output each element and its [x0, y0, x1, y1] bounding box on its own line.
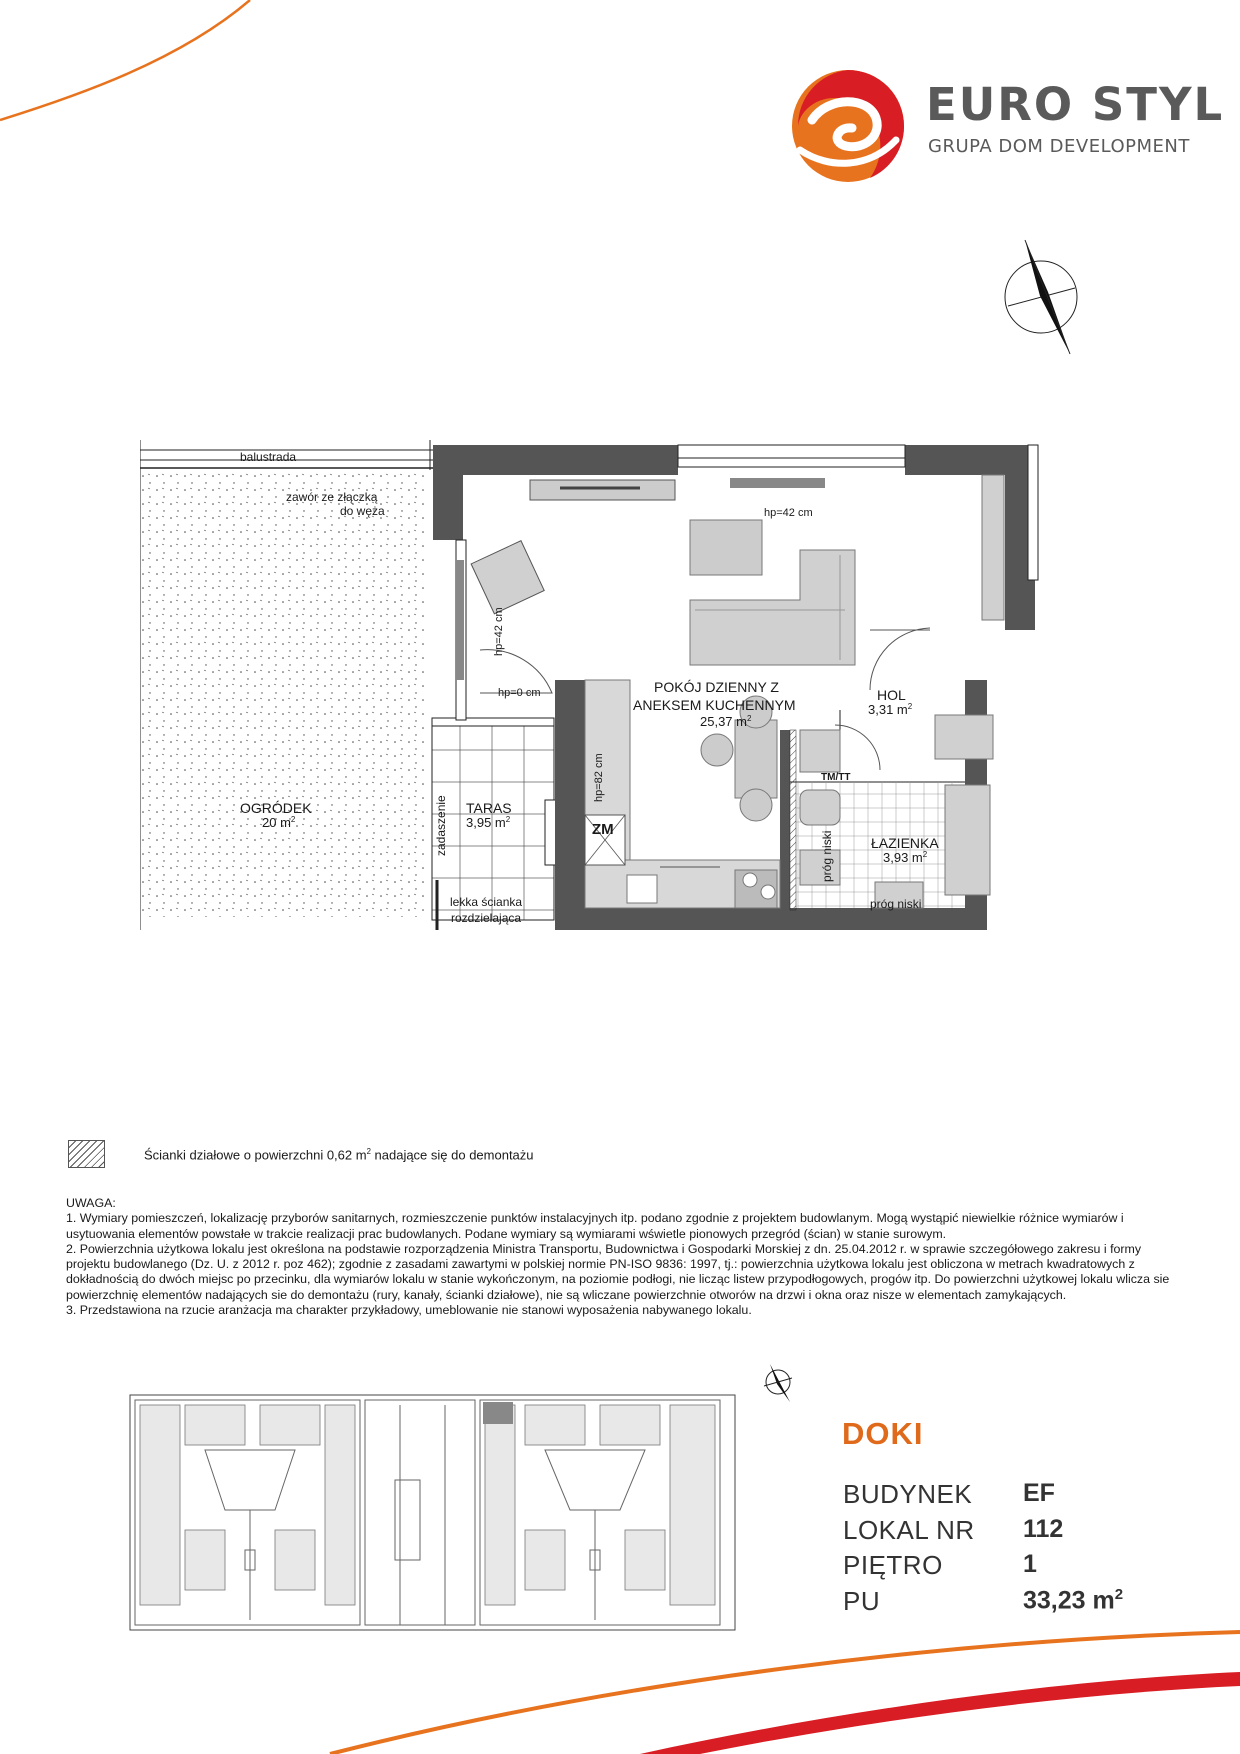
- bathtub: [945, 785, 990, 895]
- label-zadaszenie: zadaszenie: [434, 795, 448, 856]
- label-zawor-1: zawór ze złączką: [286, 490, 378, 504]
- pu-value: 33,23 $m^2$: [1023, 1586, 1124, 1615]
- room-taras: TARAS: [466, 800, 512, 816]
- tv-stand: [530, 480, 675, 500]
- brand-name: EURO STYL: [926, 78, 1225, 131]
- toilet: [800, 790, 840, 825]
- room-pokoj-area: 25,37 $m^2$: [700, 714, 752, 729]
- dining-table: [735, 720, 777, 798]
- hall-wardrobe: [982, 475, 1004, 620]
- armchair: [471, 541, 544, 614]
- window-top: [678, 445, 905, 467]
- room-lazienka: ŁAZIENKA: [871, 835, 939, 851]
- room-lazienka-area: 3,93 $m^2$: [883, 850, 928, 865]
- garden-area: [142, 472, 424, 917]
- room-taras-area: 3,95 $m^2$: [466, 815, 511, 830]
- room-hol-area: 3,31 $m^2$: [868, 702, 913, 717]
- coffee-table: [690, 520, 762, 575]
- label-balustrada: balustrada: [240, 450, 297, 464]
- building-site-plan: [125, 1390, 740, 1635]
- label-lekka-2: rozdzielająca: [451, 911, 522, 925]
- label-hp0: hp=0 cm: [498, 687, 541, 699]
- pietro-label: PIĘTRO: [843, 1550, 943, 1580]
- budynek-label: BUDYNEK: [843, 1479, 973, 1509]
- brand-subtitle: GRUPA DOM DEVELOPMENT: [928, 136, 1190, 157]
- room-pokoj-1: POKÓJ DZIENNY Z: [654, 679, 779, 695]
- pu-label: PU: [843, 1586, 881, 1616]
- room-ogrodek: OGRÓDEK: [240, 800, 312, 816]
- notes-title: UWAGA:: [66, 1196, 116, 1210]
- euro-styl-logo-icon: [792, 70, 904, 182]
- lokal-label: LOKAL NR: [843, 1515, 975, 1545]
- compass-icon: [1005, 240, 1077, 354]
- legend-text: Ścianki działowe o powierzchni 0,62 $m^2$ nadające się do demontażu: [144, 1147, 534, 1163]
- project-name: DOKI: [842, 1416, 924, 1451]
- small-compass-icon: [764, 1364, 792, 1402]
- floor-plan: [140, 430, 1040, 950]
- label-zawor-2: do węża: [340, 504, 385, 518]
- lokal-value: 112: [1023, 1515, 1064, 1543]
- budynek-value: EF: [1023, 1479, 1055, 1507]
- label-prog-niski: próg niski: [870, 897, 922, 911]
- room-hol: HOL: [877, 687, 906, 703]
- room-ogrodek-area: 20 $m^2$: [262, 815, 296, 830]
- highlighted-unit: [483, 1402, 513, 1424]
- pietro-value: 1: [1023, 1550, 1037, 1578]
- label-hp42-window: hp=42 cm: [764, 507, 813, 519]
- top-left-swoosh: [0, 0, 250, 120]
- note-2: 2. Powierzchnia użytkowa lokalu jest określona na podstawie rozporządzenia Ministra Transportu, Budownictwa i Gospodarki Morskiej z dn. 25.04.2012 r. w sprawie szczegółowego zakresu i formy projektu budowlanego (Dz. U. z 2012 r. poz 462); zgodnie z zasadami zawartymi w polskiej normie PN-ISO 9836: 1997, tj.: powierzchnia użytkowa lokalu jest obliczona w metrach kwadratowych z dokładnością do dwóch miejsc po przecinku, dla wymiarów lokalu w stanie wykończonym, na poziomie podłogi, nie licząc listew przypodłogowych, progów itp. Do powierzchni użytkowej lokalu wlicza sie powierzchnię elementów nadających sie do demontażu (rury, kanały, ścianki działowe), nie są wliczane powierzchnie otworów na drzwi i okna oraz nisze w elementach zamykających.: [66, 1241, 1170, 1302]
- label-tmtt: TM/TT: [821, 772, 851, 783]
- note-1: 1. Wymiary pomieszczeń, lokalizację przyborów sanitarnych, rozmieszczenie punktów instalacyjnych itp. podano zgodnie z projektem budowlanym. Mogą wystąpić niewielkie różnice wymiarów i usytuowania elementów powstałe w trakcie realizacji prac budowlanych. Podane wymiary są wymiarami wświetle pionowych przegród (ścian) w stanie surowym.: [66, 1211, 1124, 1241]
- bottom-swoosh: [330, 1632, 1240, 1754]
- note-3: 3. Przedstawiona na rzucie aranżacja ma charakter przykładowy, umeblowanie nie stanowi wyposażenia nabywanego lokalu.: [66, 1303, 752, 1318]
- legend-hatch-swatch: [68, 1140, 105, 1168]
- notes: [66, 1196, 1176, 1318]
- room-pokoj-2: ANEKSEM KUCHENNYM: [633, 697, 796, 713]
- label-prog-niski-vertical: próg niski: [820, 830, 834, 882]
- label-hp82: hp=82 cm: [593, 753, 605, 802]
- label-lekka-1: lekka ścianka: [450, 895, 523, 909]
- label-hp42-side: hp=42 cm: [493, 607, 505, 656]
- label-zm: ZM: [592, 821, 614, 838]
